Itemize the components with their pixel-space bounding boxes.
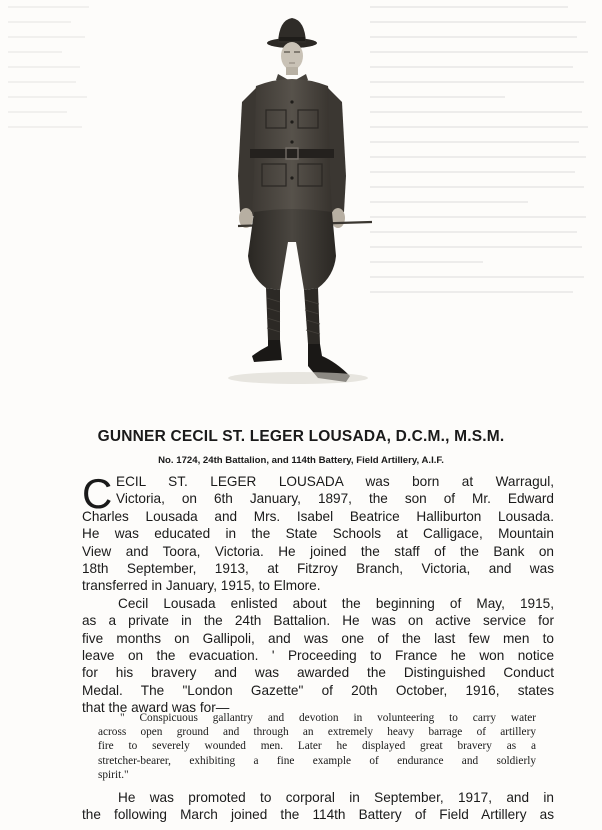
text-line: Cecil Lousada enlisted about the beginning of May, 1915,: [118, 595, 554, 611]
quote-line: spirit.": [98, 768, 129, 781]
text-line: He was promoted to corporal in September, 1917, and in: [118, 790, 554, 805]
text-line: He was educated in the State Schools at Calligace, Mountain: [82, 526, 554, 542]
drop-cap: C: [82, 470, 113, 517]
bleed-through-text-left: [8, 6, 98, 256]
text-line: 18th September, 1913, at Fitzroy Branch, Victoria, and was: [82, 561, 554, 577]
text-line: the following March joined the 114th Battery of Field Artillery as: [82, 807, 554, 823]
soldier-portrait: [186, 6, 410, 394]
text-line: Victoria, on 6th January, 1897, the son of Mr. Edward: [116, 491, 554, 507]
text-line: that the award was for—: [82, 700, 230, 716]
text-line: transferred in January, 1915, to Elmore.: [82, 578, 321, 594]
citation-quote: [98, 711, 536, 782]
body-text: [82, 470, 554, 717]
text-line: Medal. The "London Gazette" of 20th October, 1916, states: [82, 682, 554, 698]
text-line: ECIL ST. LEGER LOUSADA was born at Warragul,: [116, 474, 554, 489]
page-title: GUNNER CECIL ST. LEGER LOUSADA, D.C.M., M.S.M.: [97, 428, 505, 445]
page-subtitle: No. 1724, 24th Battalion, and 114th Battery, Field Artillery, A.I.F.: [158, 455, 444, 466]
quote-line: stretcher-bearer, exhibiting a fine example of endurance and soldierly: [98, 754, 536, 767]
quote-line: across open ground and through an extremely heavy barrage of artillery: [98, 726, 536, 739]
body-text-continued: [82, 789, 554, 824]
text-line: as a private in the 24th Battalion. He was on active service for: [82, 613, 554, 629]
text-line: five months on Gallipoli, and was one of the last few men to: [82, 630, 554, 646]
text-line: for his bravery and was awarded the Distinguished Conduct: [82, 665, 554, 681]
text-line: leave on the evacuation. ' Proceeding to France he won notice: [82, 648, 554, 664]
quote-line: fire to severely wounded men. Later he displayed great bravery as a: [98, 740, 536, 753]
text-line: View and Toora, Victoria. He joined the staff of the Bank on: [82, 543, 554, 559]
text-line: Charles Lousada and Mrs. Isabel Beatrice Halliburton Lousada.: [82, 508, 554, 524]
quote-line: " Conspicuous gallantry and devotion in volunteering to carry water: [120, 712, 536, 724]
